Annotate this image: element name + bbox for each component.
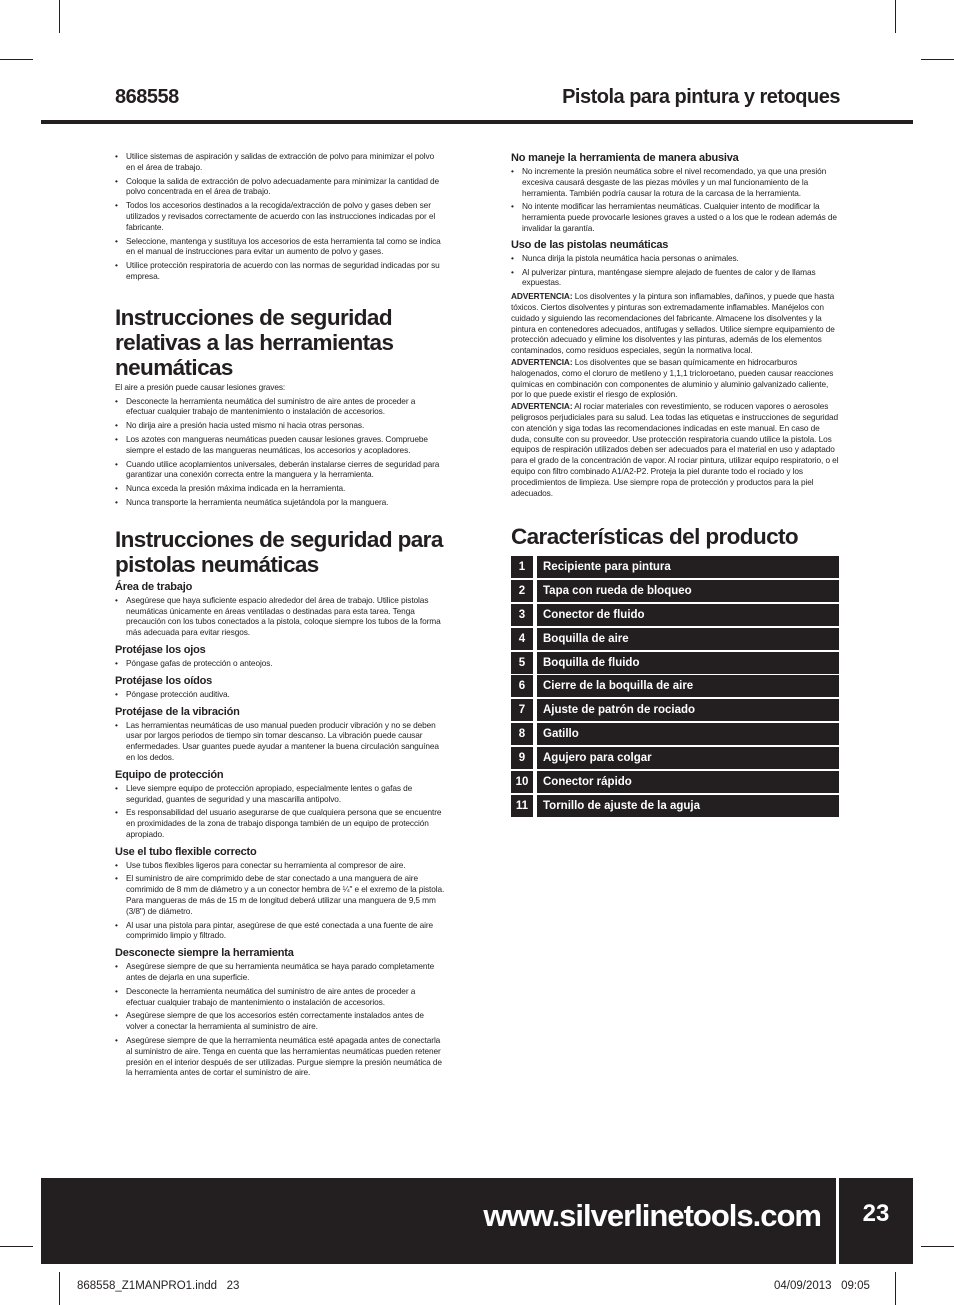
website-url: www.silverlinetools.com xyxy=(483,1198,821,1233)
crop-mark xyxy=(895,0,896,33)
crop-mark xyxy=(0,59,33,60)
list-item: • Coloque la salida de extracción de polvo adecuadamente para minimizar la cantidad de polvo concentrada en el área de trabajo. xyxy=(115,176,445,198)
section-heading-pneumatic-tools: Instrucciones de seguridad relativas a las herramientas neumáticas xyxy=(115,304,394,380)
subsection-title: Área de trabajo xyxy=(115,580,193,593)
page-number: 23 xyxy=(862,1200,890,1227)
warning-text: Los disolventes que se basan químicamente en hidrocarburos halogenados, como el cloruro de metileno y 1,1,1 tricloroetano, pueden causar reacciones químicas en combinación con componentes de aluminio y aluminio galvanizado caliente, por lo que puede existir el riesgo de explosión. xyxy=(511,356,834,400)
feature-number: 10 xyxy=(511,771,533,793)
list-item: • Asegúrese siempre de que los accesorios estén correctamente instalados antes de volver a conectar la herramienta al suministro de aire. xyxy=(115,1010,445,1032)
crop-mark xyxy=(59,0,60,33)
crop-mark xyxy=(921,1246,954,1247)
subsection-title: Protéjase los oídos xyxy=(115,674,213,687)
feature-row xyxy=(511,604,839,626)
feature-number: 8 xyxy=(511,723,533,745)
warning-label: ADVERTENCIA: xyxy=(511,401,573,412)
list-item: • Lleve siempre equipo de protección apropiado, especialmente lentes o gafas de seguridad, guantes de seguridad y una mascarilla antipolvo. xyxy=(115,783,445,805)
list-item: • Al pulverizar pintura, manténgase siempre alejado de fuentes de calor y de llamas expuestas. xyxy=(511,267,841,289)
feature-label: Agujero para colgar xyxy=(537,747,839,769)
subsection-title: Equipo de protección xyxy=(115,768,224,781)
feature-number: 1 xyxy=(511,556,533,578)
page-header xyxy=(115,86,840,116)
crop-mark xyxy=(0,1246,33,1247)
feature-row xyxy=(511,675,839,697)
features-heading: Características del producto xyxy=(511,524,799,549)
list-item: • Utilice sistemas de aspiración y salidas de extracción de polvo para minimizar el polvo en el área de trabajo. xyxy=(115,151,445,173)
list-item: • Los azotes con mangueras neumáticas pueden causar lesiones graves. Compruebe siempre el estado de las mangueras neumáticas, los accesorios y acopladores. xyxy=(115,434,445,456)
subsection-list xyxy=(115,595,445,638)
list-item: • No intente modificar las herramientas neumáticas. Cualquier intento de modificar la herramienta puede provocarle lesiones graves a usted o a los que le rodean además de invalidar la garantía. xyxy=(511,201,841,233)
slug-date: 04/09/2013 09:05 xyxy=(774,1280,870,1292)
list-item: • Es responsabilidad del usuario asegurarse de que cualquiera persona que se encuentre en proximidades de la zona de trabajo disponga también de un equipo de protección apropiado. xyxy=(115,807,445,839)
subsection-list xyxy=(115,783,445,840)
section-heading-pneumatic-guns: Instrucciones de seguridad para pistolas neumáticas xyxy=(115,526,443,577)
list-item: • Póngase gafas de protección o anteojos. xyxy=(115,658,445,669)
feature-label: Tapa con rueda de bloqueo xyxy=(537,580,839,602)
list-item: • Desconecte la herramienta neumática del suministro de aire antes de proceder a efectuar cualquier trabajo de mantenimiento o instalación de accesorios. xyxy=(115,986,445,1008)
page-title: Pistola para pintura y retoques xyxy=(562,86,840,108)
list-item: • Póngase protección auditiva. xyxy=(115,689,445,700)
footer-bar xyxy=(41,1178,913,1264)
section-intro: El aire a presión puede causar lesiones graves: xyxy=(115,381,286,392)
list-item: • Asegúrese que haya suficiente espacio alrededor del área de trabajo. Utilice pistolas neumáticas únicamente en áreas ventiladas o destinadas para esta tarea. Tenga precaución con los tubos conectados a la pistola, coloque siempre los tubos de la forma más adecuada para evitar riesgos. xyxy=(115,595,445,638)
feature-row xyxy=(511,795,839,817)
subsection-list xyxy=(115,860,445,942)
right-column xyxy=(511,151,841,499)
feature-number: 9 xyxy=(511,747,533,769)
list-item: • Nunca dirija la pistola neumática hacia personas o animales. xyxy=(511,253,841,264)
subsection-title: Desconecte siempre la herramienta xyxy=(115,947,294,960)
warning-paragraph xyxy=(511,357,841,400)
feature-number: 2 xyxy=(511,580,533,602)
slug-filename: 868558_Z1MANPRO1.indd 23 xyxy=(77,1280,240,1292)
subsection-title: Uso de las pistolas neumáticas xyxy=(511,238,669,251)
crop-mark xyxy=(895,1272,896,1305)
warning-label: ADVERTENCIA: xyxy=(511,291,573,302)
subsection-title: Protéjase de la vibración xyxy=(115,705,240,718)
list-item: • Las herramientas neumáticas de uso manual pueden producir vibración y no se deben usar por largos periodos de tiempo sin tomar descanso. La vibración puede causar enfermedades. Usar guantes puede ayudar a mantener la buena circulación sanguínea en los dedos. xyxy=(115,720,445,763)
pneumatic-bullet-list xyxy=(115,396,445,508)
feature-label: Conector de fluido xyxy=(537,604,839,626)
list-item: • Use tubos flexibles ligeros para conectar su herramienta al compresor de aire. xyxy=(115,860,445,871)
list-item: • Todos los accesorios destinados a la recogida/extracción de polvo y gases deben ser utilizados y revisados correctamente de acuerdo con las instrucciones indicadas por el fabricante. xyxy=(115,200,445,232)
list-item: • Asegúrese siempre de que su herramienta neumática se haya parado completamente antes de dejarla en una superficie. xyxy=(115,961,445,983)
warning-paragraph xyxy=(511,401,841,498)
subsection-list xyxy=(115,720,445,763)
feature-label: Cierre de la boquilla de aire xyxy=(537,675,839,697)
list-item: • No incremente la presión neumática sobre el nivel recomendado, ya que una presión excesiva causará desgaste de las piezas móviles y un mal funcionamiento de la herramienta. También podría causar la rotura de la carcasa de la herramienta. xyxy=(511,166,841,198)
feature-number: 3 xyxy=(511,604,533,626)
feature-label: Gatillo xyxy=(537,723,839,745)
feature-row xyxy=(511,556,839,578)
feature-row xyxy=(511,771,839,793)
features-list xyxy=(511,556,839,819)
list-item: • Utilice protección respiratoria de acuerdo con las normas de seguridad indicadas por su empresa. xyxy=(115,260,445,282)
feature-number: 11 xyxy=(511,795,533,817)
feature-number: 5 xyxy=(511,652,533,674)
list-item: • Desconecte la herramienta neumática del suministro de aire antes de proceder a efectuar cualquier trabajo de mantenimiento o instalación de accesorios. xyxy=(115,396,445,418)
feature-number: 4 xyxy=(511,628,533,650)
feature-label: Boquilla de aire xyxy=(537,628,839,650)
feature-row xyxy=(511,580,839,602)
warning-paragraph xyxy=(511,291,841,356)
crop-mark xyxy=(59,1272,60,1305)
subsection-list xyxy=(115,658,445,669)
subsection-list xyxy=(511,253,841,288)
header-rule xyxy=(41,120,913,124)
list-item: • Nunca transporte la herramienta neumática sujetándola por la manguera. xyxy=(115,497,445,508)
feature-row xyxy=(511,723,839,745)
subsection-title: Use el tubo flexible correcto xyxy=(115,845,257,858)
feature-number: 7 xyxy=(511,699,533,721)
list-item: • No dirija aire a presión hacia usted mismo ni hacia otras personas. xyxy=(115,420,445,431)
warning-text: Los disolventes y la pintura son inflamables, dañinos, y puede que hasta tóxicos. Ciertos disolventes y pinturas son extremadamente inflamables. Manéjelos con cuidado y siguiendo las recomendaciones del fabricante. Almacene los disolventes y la pintura en contenedores adecuados, antifugas y sellados. Utilice siempre equipamiento de protección adecuado y elimine los disolventes y las pinturas, además de los elementos contaminados, como residuos especiales, según la normativa local. xyxy=(511,291,835,356)
feature-number: 6 xyxy=(511,675,533,697)
feature-label: Boquilla de fluido xyxy=(537,652,839,674)
left-column xyxy=(115,151,445,1081)
crop-mark xyxy=(921,59,954,60)
subsection-list xyxy=(115,689,445,700)
product-code: 868558 xyxy=(115,86,179,108)
warning-text: Al rociar materiales con revestimiento, se roducen vapores o aerosoles peligrosos perjudiciales para su salud. Lea todas las etiquetas e instrucciones de seguridad con atención y siga todas las recomendaciones indicadas en este manual. En caso de duda, consulte con su proveedor. Use protección respiratoria cuando utilice la pistola. Los equipos de respiración utilizados deben ser adecuados para el material en uso y adaptado para el grado de la concentración de vapor. Al rociar pintura, utilizar equipo respiratorio, o el equipo con filtro combinado A1/A2-P2. Proteja la piel durante todo el rociado y los procedimientos de limpieza. Use siempre ropa de protección y productos para la piel adecuados. xyxy=(511,401,839,498)
warning-label: ADVERTENCIA: xyxy=(511,356,573,367)
feature-row xyxy=(511,652,839,674)
feature-row xyxy=(511,628,839,650)
intro-bullet-list xyxy=(115,151,445,282)
list-item: • Seleccione, mantenga y sustituya los accesorios de esta herramienta tal como se indica en el manual de instrucciones para evitar un aumento de polvo y gases. xyxy=(115,236,445,258)
subsection-title: No maneje la herramienta de manera abusiva xyxy=(511,152,739,164)
subsection-list xyxy=(511,166,841,234)
feature-row xyxy=(511,747,839,769)
subsection-list xyxy=(115,961,445,1078)
subsection-title: Protéjase los ojos xyxy=(115,643,206,656)
list-item: • El suministro de aire comprimido debe de star conectado a una manguera de aire comrimido de 8 mm de diámetro y a un conector hembra de ¼" e el exremo de la pistola. Para mangueras de más de 15 m de longitud deberá utilizar una manguera de 9,5 mm (3/8") de diámetro. xyxy=(115,873,445,916)
list-item: • Al usar una pistola para pintar, asegúrese de que esté conectada a una fuente de aire comprimido limpio y filtrado. xyxy=(115,920,445,942)
list-item: • Asegúrese siempre de que la herramienta neumática esté apagada antes de conectarla al suministro de aire. Tenga en cuenta que las herramientas neumáticas pueden retener presión en el interior después de ser utilizadas. Purgue siempre la presión neumática de la herramienta antes de cortar el suministro de aire. xyxy=(115,1035,445,1078)
feature-label: Conector rápido xyxy=(537,771,839,793)
feature-label: Tornillo de ajuste de la aguja xyxy=(537,795,839,817)
feature-label: Recipiente para pintura xyxy=(537,556,839,578)
list-item: • Nunca exceda la presión máxima indicada en la herramienta. xyxy=(115,483,445,494)
feature-row xyxy=(511,699,839,721)
feature-label: Ajuste de patrón de rociado xyxy=(537,699,839,721)
list-item: • Cuando utilice acoplamientos universales, deberán instalarse cierres de seguridad para garantizar una conexión correcta entre la manguera y la herramienta. xyxy=(115,459,445,481)
